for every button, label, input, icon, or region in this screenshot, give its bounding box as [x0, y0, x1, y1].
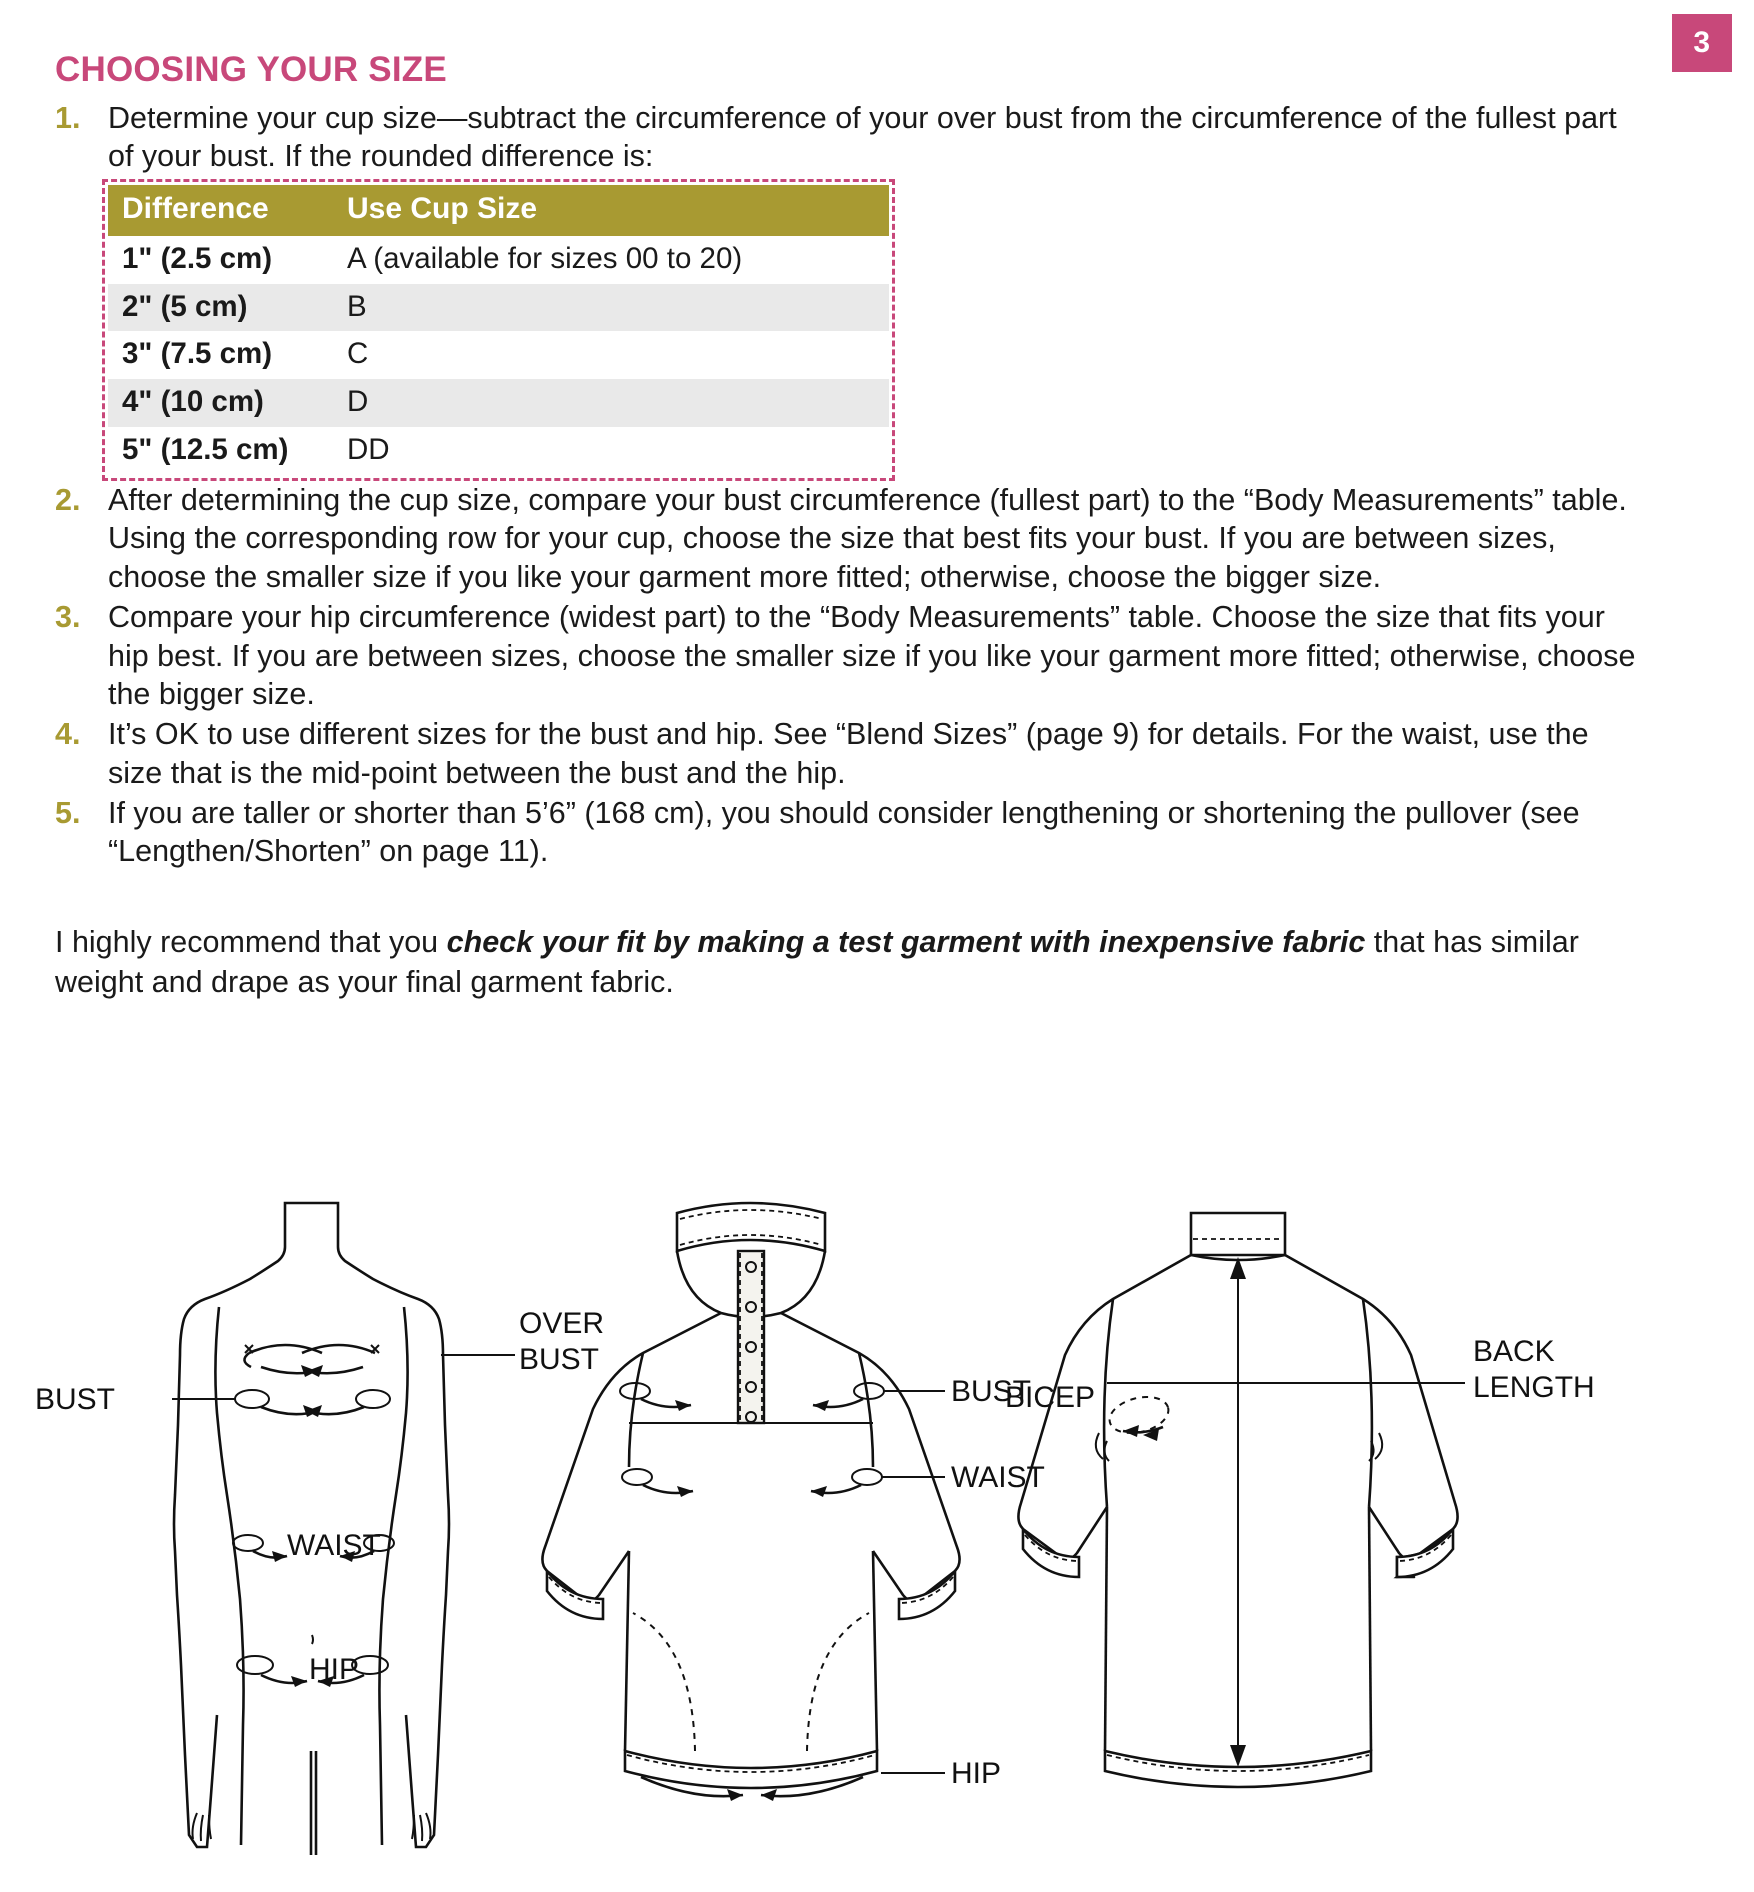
- cell-cup: A (available for sizes 00 to 20): [333, 236, 889, 284]
- label-bust: BUST: [35, 1383, 116, 1416]
- cup-size-table: [108, 185, 889, 474]
- list-item-text: If you are taller or shorter than 5’6” (168 cm), you should consider lengthening or shortening the pullover (see “Lengthen/Shorten” on page 11).: [108, 795, 1580, 869]
- page-content: [55, 52, 1645, 1002]
- label-front-hip: HIP: [951, 1757, 1002, 1790]
- list-item: [55, 598, 1645, 714]
- cell-cup: D: [333, 379, 889, 427]
- list-item-number: 3.: [55, 599, 81, 634]
- label-over-bust-line2: BUST: [519, 1343, 600, 1376]
- list-item-text: Determine your cup size—subtract the circumference of your over bust from the circumference of the fullest part of your bust. If the rounded difference is:: [108, 100, 1617, 174]
- label-hip: HIP: [309, 1653, 360, 1686]
- list-item: [55, 99, 1645, 475]
- list-item-text: It’s OK to use different sizes for the bust and hip. See “Blend Sizes” (page 9) for details. For the waist, use the size that is the mid-point between the bust and the hip.: [108, 717, 1589, 790]
- bicep-measure-icon: [1106, 1391, 1172, 1441]
- label-waist: WAIST: [287, 1529, 381, 1562]
- column-header-difference: Difference: [108, 185, 333, 236]
- list-item-text: After determining the cup size, compare your bust circumference (fullest part) to the “Body Measurements” table. Using the corresponding row for your cup, choose the size that best fits your bust. If you are between sizes, choose the smaller size if you like your garment more fitted; otherwise, choose the bigger size.: [108, 482, 1627, 595]
- instruction-list: [55, 99, 1645, 871]
- page-title: CHOOSING YOUR SIZE: [55, 50, 447, 89]
- list-item: [55, 794, 1645, 871]
- cell-cup: DD: [333, 427, 889, 475]
- cup-size-table-wrapper: [108, 185, 889, 474]
- list-item-number: 5.: [55, 795, 81, 830]
- pullover-front-icon: [542, 1203, 959, 1788]
- cell-difference: 5" (12.5 cm): [108, 427, 333, 475]
- cell-difference: 4" (10 cm): [108, 379, 333, 427]
- list-item-text: Compare your hip circumference (widest part) to the “Body Measurements” table. Choose the size that fits your hip best. If you are between sizes, choose the smaller size if you like your garment more fitted; otherwise, choose the bigger size.: [108, 599, 1636, 712]
- recommendation-after: that has similar weight and drape as your final garment fabric.: [55, 925, 1579, 999]
- list-item: [55, 715, 1645, 792]
- table-header-row: [108, 185, 889, 236]
- list-item: [55, 481, 1645, 597]
- cell-difference: 3" (7.5 cm): [108, 331, 333, 379]
- label-bicep: BICEP: [1005, 1381, 1096, 1414]
- list-item-number: 2.: [55, 482, 81, 517]
- label-front-bust: BUST: [951, 1375, 1032, 1408]
- table-row: [108, 379, 889, 427]
- figure-pullover-front: [525, 1195, 1045, 1855]
- table-row: [108, 331, 889, 379]
- recommendation-emphasis: check your fit by making a test garment with inexpensive fabric: [446, 925, 1366, 960]
- cell-cup: C: [333, 331, 889, 379]
- table-row: [108, 236, 889, 284]
- recommendation-before: I highly recommend that you: [55, 925, 447, 960]
- measurement-illustrations: [35, 1195, 1695, 1855]
- page-number-badge: 3: [1672, 14, 1732, 72]
- cell-difference: 1" (2.5 cm): [108, 236, 333, 284]
- pullover-back-icon: [1018, 1213, 1465, 1787]
- bust-measure-icon: [235, 1390, 390, 1417]
- cell-difference: 2" (5 cm): [108, 284, 333, 332]
- label-back-length-line1: BACK: [1473, 1335, 1555, 1368]
- column-header-cup-size: Use Cup Size: [333, 185, 889, 236]
- figure-pullover-back: [995, 1195, 1595, 1855]
- label-back-length-line2: LENGTH: [1473, 1371, 1595, 1404]
- cell-cup: B: [333, 284, 889, 332]
- list-item-number: 4.: [55, 717, 81, 752]
- front-waist-measure-icon: [622, 1469, 882, 1497]
- list-item-number: 1.: [55, 100, 81, 135]
- over-bust-measure-icon: [244, 1345, 379, 1377]
- recommendation-paragraph: [55, 923, 1615, 1002]
- label-front-waist: WAIST: [951, 1461, 1045, 1494]
- table-row: [108, 284, 889, 332]
- label-over-bust-line1: OVER: [519, 1307, 605, 1340]
- figure-body-measurements: [35, 1195, 605, 1855]
- table-row: [108, 427, 889, 475]
